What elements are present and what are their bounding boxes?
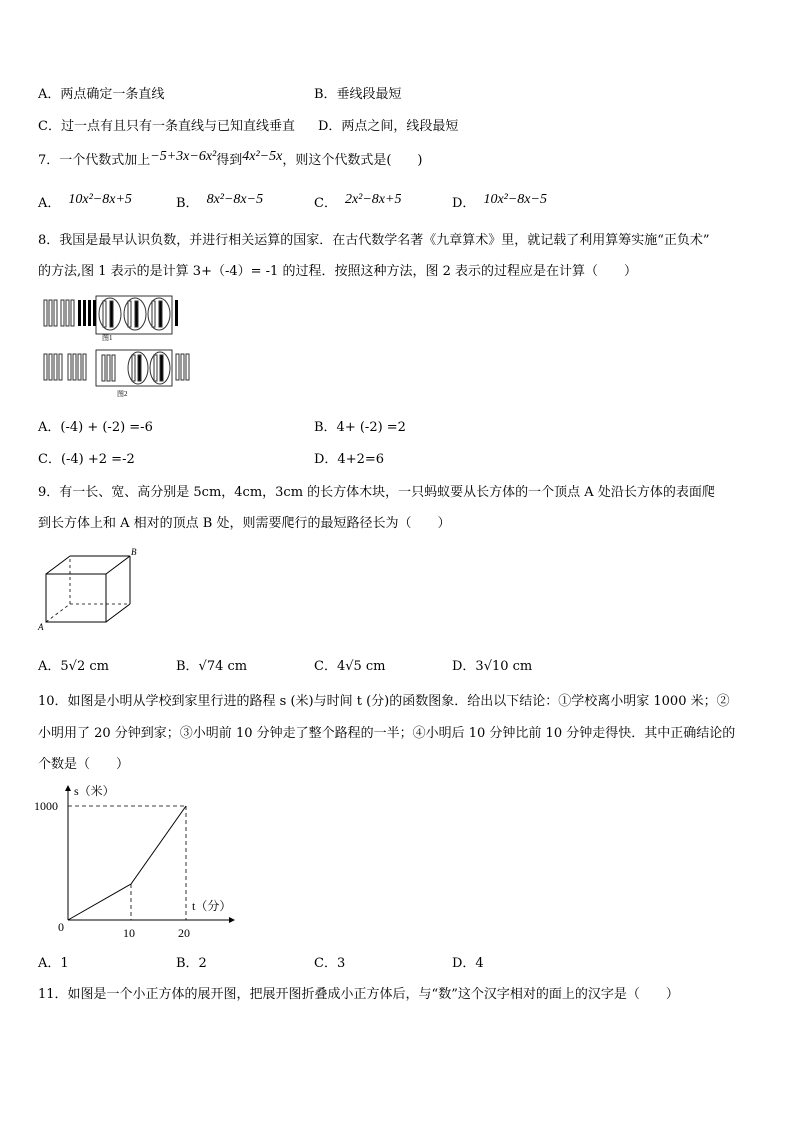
x-axis-label: t（分） bbox=[192, 899, 232, 913]
q7-option-a bbox=[38, 192, 132, 211]
q7-option-b bbox=[176, 192, 263, 211]
q7-option-d bbox=[452, 192, 547, 211]
q6-option-d: D．两点之间，线段最短 bbox=[318, 119, 459, 134]
q9-stem-line2: 到长方体上和 A 相对的顶点 B 处，则需要爬行的最短路径长为（ ） bbox=[38, 516, 451, 531]
figure-1 bbox=[44, 296, 178, 342]
q9-option-d: D．3√10 cm bbox=[452, 659, 533, 674]
x-tick-10: 10 bbox=[123, 926, 135, 940]
q10-stem-line1: 10．如图是小明从学校到家里行进的路程 s (米)与时间 t (分)的函数图象．给出以下结论：①学校离小明家 1000 米；② bbox=[38, 694, 730, 709]
counting-rods-figure bbox=[40, 294, 200, 402]
x-tick-20: 20 bbox=[178, 926, 190, 940]
q9-option-a: A．5√2 cm bbox=[38, 659, 109, 674]
q8-option-a: A．(-4) + (-2) =-6 bbox=[38, 420, 153, 435]
origin-label: 0 bbox=[58, 920, 64, 934]
q6-option-b: B．垂线段最短 bbox=[314, 87, 402, 102]
q7-expr-given: −5+3x−6x² bbox=[150, 149, 217, 164]
q8-option-c: C．(-4) +2 =-2 bbox=[38, 452, 135, 467]
q10-option-a: A．1 bbox=[38, 956, 69, 971]
q7-option-d-letter: D． bbox=[452, 196, 476, 211]
q10-option-c: C．3 bbox=[314, 956, 346, 971]
vertex-a-label: A bbox=[38, 622, 44, 632]
q7-option-b-expr: 8x²−8x−5 bbox=[206, 192, 264, 207]
figure-2 bbox=[44, 350, 189, 398]
q7-option-c-expr: 2x²−8x+5 bbox=[344, 192, 402, 207]
q7-option-d-expr: 10x²−8x−5 bbox=[483, 192, 547, 207]
q7-option-a-expr: 10x²−8x+5 bbox=[68, 192, 132, 207]
q10-option-b: B．2 bbox=[176, 956, 207, 971]
q8-option-b: B．4+ (-2) =2 bbox=[314, 420, 406, 435]
cuboid-figure bbox=[36, 546, 140, 632]
q7-expr-result: 4x²−5x bbox=[242, 149, 283, 164]
q9-option-c: C．4√5 cm bbox=[314, 659, 386, 674]
q9-option-b: B．√74 cm bbox=[176, 659, 248, 674]
q7-option-b-letter: B． bbox=[176, 196, 199, 211]
q6-option-a: A．两点确定一条直线 bbox=[38, 87, 165, 102]
y-axis-label: s（米） bbox=[74, 784, 115, 798]
q10-stem-line2: 小明用了 20 分钟到家；③小明前 10 分钟走了整个路程的一半；④小明后 10 分钟比前 10 分钟走得快．其中正确结论的 bbox=[38, 726, 736, 741]
q9-stem-line1: 9．有一长、宽、高分别是 5cm，4cm，3cm 的长方体木块，一只蚂蚁要从长方体的一个顶点 A 处沿长方体的表面爬 bbox=[38, 485, 715, 500]
q8-option-d: D．4+2=6 bbox=[314, 452, 385, 467]
q7-option-a-letter: A． bbox=[38, 196, 61, 211]
q7-option-c-letter: C． bbox=[314, 196, 337, 211]
q7-option-c bbox=[314, 192, 401, 211]
q7-stem-post: ，则这个代数式是( ) bbox=[282, 153, 423, 168]
q7-stem-mid: 得到 bbox=[216, 153, 243, 168]
q11-stem-line1: 11．如图是一个小正方体的展开图，把展开图折叠成小正方体后，与“数”这个汉字相对的面上的汉字是（ ） bbox=[38, 987, 679, 1002]
q10-option-d: D．4 bbox=[452, 956, 484, 971]
q6-option-c: C．过一点有且只有一条直线与已知直线垂直 bbox=[38, 119, 295, 134]
graph-line bbox=[68, 806, 186, 920]
q8-stem-line1: 8．我国是最早认识负数，并进行相关运算的国家．在古代数学名著《九章算术》里，就记载了利用算筹实施“正负术” bbox=[38, 233, 710, 248]
q8-stem-line2: 的方法,图 1 表示的是计算 3+（-4）= -1 的过程．按照这种方法，图 2 表示的过程应是在计算（ ） bbox=[38, 264, 637, 279]
y-tick-1000: 1000 bbox=[34, 799, 58, 813]
figure-1-caption: 图1 bbox=[102, 334, 113, 342]
figure-2-caption: 图2 bbox=[117, 390, 128, 398]
q7-stem bbox=[38, 149, 423, 168]
q10-stem-line3: 个数是（ ） bbox=[38, 757, 130, 772]
distance-time-graph bbox=[30, 780, 240, 942]
q7-stem-pre: 7．一个代数式加上 bbox=[38, 153, 151, 168]
vertex-b-label: B bbox=[131, 547, 137, 557]
